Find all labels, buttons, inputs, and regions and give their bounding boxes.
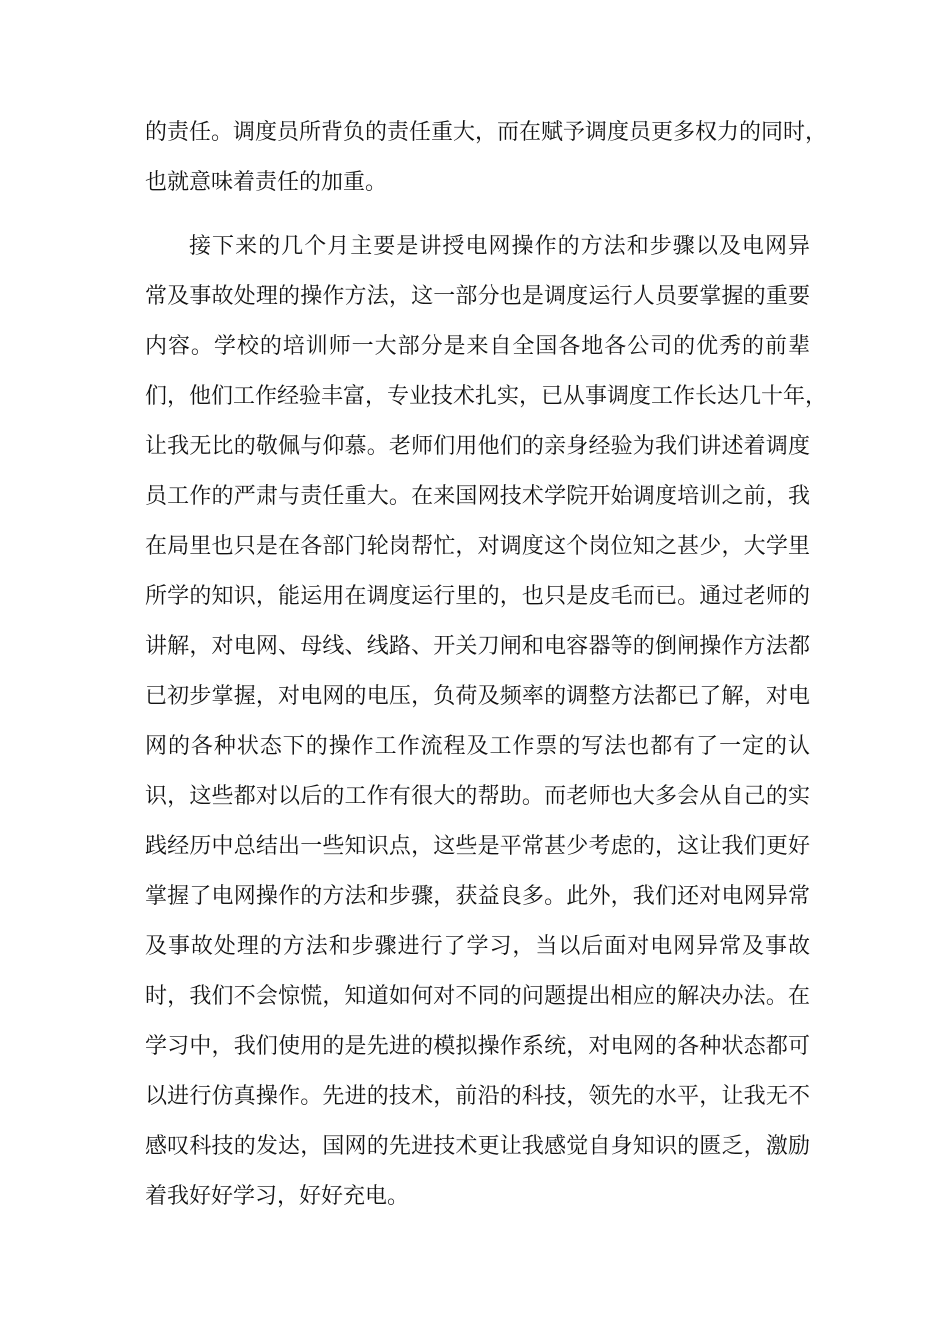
paragraph-line: 践经历中总结出一些知识点，这些是平常甚少考虑的，这让我们更好 xyxy=(145,834,810,859)
paragraph-line: 所学的知识，能运用在调度运行里的，也只是皮毛而已。通过老师的 xyxy=(145,584,810,609)
paragraph-line: 着我好好学习，好好充电。 xyxy=(145,1184,410,1209)
paragraph-line: 内容。学校的培训师一大部分是来自全国各地各公司的优秀的前辈 xyxy=(145,334,810,359)
paragraph-line: 及事故处理的方法和步骤进行了学习，当以后面对电网异常及事故 xyxy=(145,934,810,959)
paragraph-line: 常及事故处理的操作方法，这一部分也是调度运行人员要掌握的重要 xyxy=(145,284,810,309)
paragraph-line: 已初步掌握，对电网的电压，负荷及频率的调整方法都已了解，对电 xyxy=(145,684,810,709)
paragraph-line: 掌握了电网操作的方法和步骤，获益良多。此外，我们还对电网异常 xyxy=(145,884,810,909)
paragraph-line: 感叹科技的发达，国网的先进技术更让我感觉自身知识的匮乏，激励 xyxy=(145,1134,810,1159)
paragraph-line: 的责任。调度员所背负的责任重大，而在赋予调度员更多权力的同时， xyxy=(145,120,828,145)
paragraph-line: 们，他们工作经验丰富，专业技术扎实，已从事调度工作长达几十年， xyxy=(145,384,828,409)
paragraph-line: 学习中，我们使用的是先进的模拟操作系统，对电网的各种状态都可 xyxy=(145,1034,810,1059)
paragraph-line: 员工作的严肃与责任重大。在来国网技术学院开始调度培训之前，我 xyxy=(145,484,810,509)
paragraph-line: 网的各种状态下的操作工作流程及工作票的写法也都有了一定的认 xyxy=(145,734,810,759)
paragraph-2 xyxy=(145,222,828,1222)
paragraph-line: 讲解，对电网、母线、线路、开关刀闸和电容器等的倒闸操作方法都 xyxy=(145,634,810,659)
paragraph-line: 在局里也只是在各部门轮岗帮忙，对调度这个岗位知之甚少，大学里 xyxy=(145,534,810,559)
paragraph-1 xyxy=(145,108,828,208)
paragraph-line: 接下来的几个月主要是讲授电网操作的方法和步骤以及电网异 xyxy=(189,234,810,259)
paragraph-line: 时，我们不会惊慌，知道如何对不同的问题提出相应的解决办法。在 xyxy=(145,984,810,1009)
paragraph-line: 也就意味着责任的加重。 xyxy=(145,170,388,195)
paragraph-line: 以进行仿真操作。先进的技术，前沿的科技，领先的水平，让我无不 xyxy=(145,1084,810,1109)
paragraph-line: 让我无比的敬佩与仰慕。老师们用他们的亲身经验为我们讲述着调度 xyxy=(145,434,810,459)
paragraph-line: 识，这些都对以后的工作有很大的帮助。而老师也大多会从自己的实 xyxy=(145,784,810,809)
